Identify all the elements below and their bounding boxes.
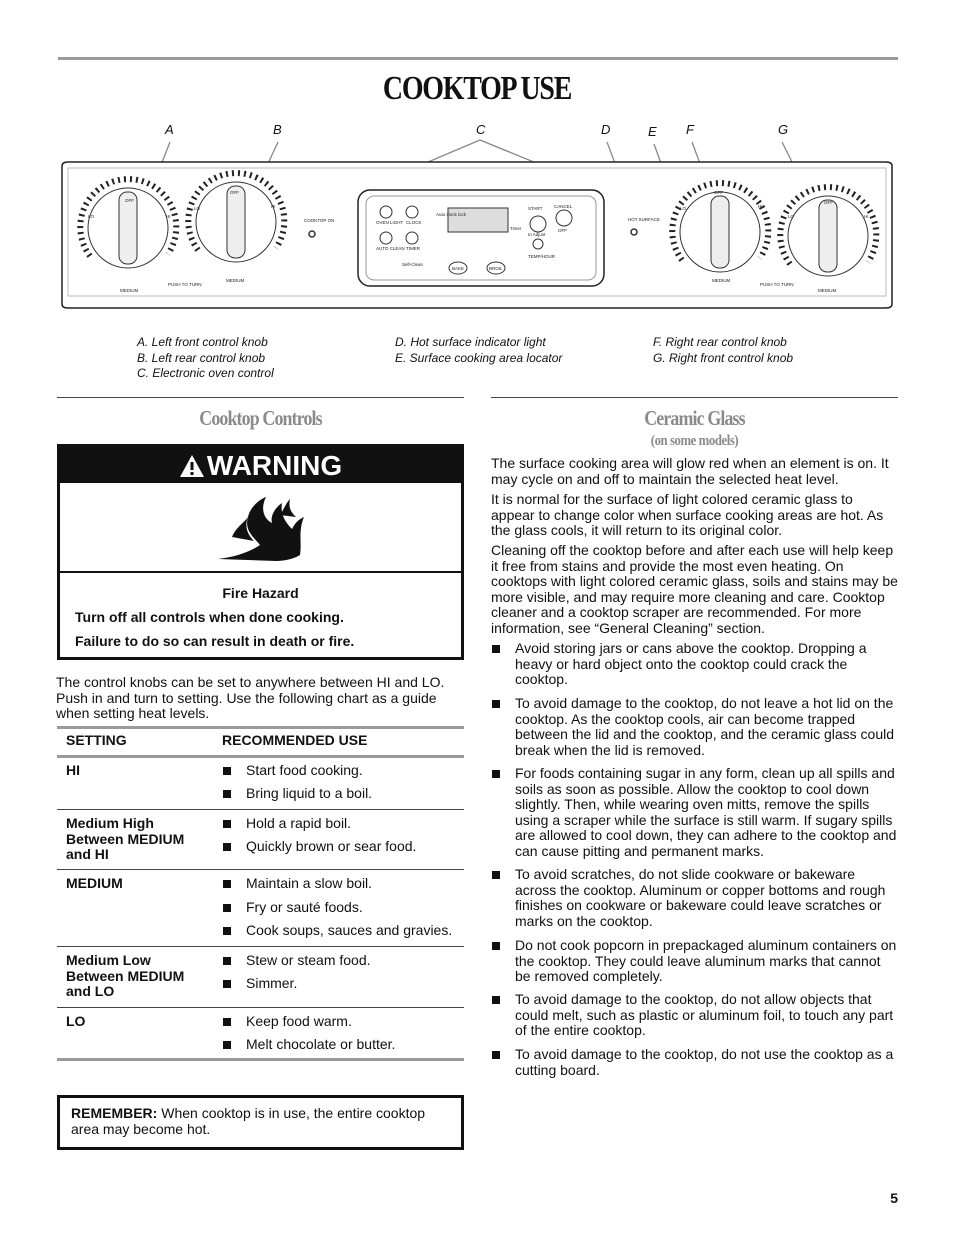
table-row-use: Hold a rapid boil. [222, 816, 351, 832]
intro-paragraph: The control knobs can be set to anywhere between HI and LO. Push in and turn to setting. Use the following chart as a guide when setting heat levels. [56, 674, 445, 722]
warning-triangle-icon [179, 454, 205, 478]
fire-icon [214, 493, 306, 563]
table-row-setting: HI [66, 762, 80, 778]
table-top-rule [57, 726, 464, 729]
table-row-setting: Medium High Between MEDIUM and HI [66, 815, 185, 862]
table-header-recommended-use: RECOMMENDED USE [222, 732, 368, 748]
remember-label: REMEMBER: [71, 1105, 158, 1121]
table-row-use: Simmer. [222, 976, 297, 992]
svg-text:COOKTOP ON: COOKTOP ON [304, 218, 335, 223]
legend-item: A. Left front control knob [137, 335, 268, 349]
table-row-setting: Medium Low Between MEDIUM and LO [66, 952, 185, 999]
callout-letter-b: B [273, 122, 282, 137]
svg-text:PUSH TO TURN: PUSH TO TURN [760, 282, 794, 287]
svg-text:TIMER: TIMER [406, 246, 420, 251]
paragraph: Cleaning off the cooktop before and after each use will help keep it free from stains and provide the most even heating. On cooktops with light colored ceramic glass, soils and stains may be more visible, and may require more cleaning and care. Cooktop cleaner and a cooktop scraper are recommended. For more information, see “General Cleaning” section. [491, 542, 898, 636]
table-row-rule [57, 1007, 464, 1008]
bullet-item: To avoid damage to the cooktop, do not leave a hot lid on the cooktop. As the cooktop cools, air can become trapped between the lid and the cooktop, and the ceramic glass could break when the lid is removed. [491, 696, 898, 758]
bullet-item: Avoid storing jars or cans above the cooktop. Dropping a heavy or hard object onto the cooktop could crack the cooktop. [491, 641, 898, 688]
warning-hazard-title: Fire Hazard [222, 585, 299, 601]
remember-box [57, 1095, 464, 1150]
callout-letter-a: A [165, 122, 174, 137]
page-title: COOKTOP USE [382, 70, 572, 107]
section-heading-cooktop-controls: Cooktop Controls [199, 406, 322, 430]
callout-letter-d: D [601, 122, 611, 137]
page-number: 5 [890, 1190, 898, 1206]
legend-item: G. Right front control knob [653, 350, 794, 365]
table-row-rule [57, 809, 464, 810]
warning-banner [60, 447, 461, 483]
bullet-item: For foods containing sugar in any form, clean up all spills and soils as soon as possible. Allow the cooktop to cool down slightly. Then, while wearing oven mitts, remove the spills using a scraper while the surface is still warm. If sugary spills are allowed to cool down, they can adhere to the cooktop and can cause pitting and permanent marks. [491, 766, 898, 860]
bullet-item: To avoid damage to the cooktop, do not allow objects that could melt, such as plastic or aluminum foil, to touch any part of the entire cooktop. [491, 992, 898, 1039]
section-rule-right [491, 397, 898, 398]
table-row-setting: MEDIUM [66, 875, 123, 891]
table-row-use: Quickly brown or sear food. [222, 839, 416, 855]
table-row-use: Keep food warm. [222, 1014, 352, 1030]
bullet-item: To avoid scratches, do not slide cookware or bakeware across the cooktop. Aluminum or copper bottoms and rough finishes on cookware or bakeware could leave scratches or marks on the cooktop. [491, 867, 898, 929]
callout-letter-e: E [648, 124, 657, 139]
section-subheading: (on some models) [650, 433, 739, 449]
control-panel-diagram [56, 136, 898, 316]
table-row-use: Fry or sauté foods. [222, 900, 363, 916]
svg-text:Timer: Timer [510, 226, 522, 231]
svg-text:HI: HI [271, 204, 276, 209]
svg-text:OFF: OFF [824, 200, 833, 205]
svg-text:BAKE: BAKE [452, 266, 465, 271]
legend-item: D. Hot surface indicator light [395, 335, 546, 349]
legend-item: E. Surface cooking area locator [395, 350, 563, 365]
legend-item: B. Left rear control knob [137, 350, 266, 365]
paragraph: It is normal for the surface of light colored ceramic glass to appear to change color when surface cooking areas are hot. As the glass cools, it will return to its original color. [491, 491, 884, 539]
table-row-rule [57, 946, 464, 947]
svg-text:HI: HI [864, 214, 869, 219]
svg-text:OFF: OFF [125, 198, 134, 203]
svg-text:OVEN LIGHT: OVEN LIGHT [376, 220, 404, 225]
svg-text:MEDIUM: MEDIUM [818, 288, 837, 293]
svg-text:HOT SURFACE: HOT SURFACE [628, 217, 660, 222]
svg-text:HI: HI [758, 204, 763, 209]
callout-letter-f: F [686, 122, 694, 137]
svg-text:MEDIUM: MEDIUM [226, 278, 245, 283]
remember-text [71, 1106, 451, 1137]
table-header-setting: SETTING [66, 732, 127, 748]
table-row-use: Bring liquid to a boil. [222, 786, 372, 802]
legend-item: C. Electronic oven control [137, 366, 274, 380]
section-rule-left [57, 397, 464, 398]
svg-text:Auto clock lock: Auto clock lock [436, 212, 467, 217]
warning-line-1: Turn off all controls when done cooking. [75, 609, 344, 625]
bullet-item: To avoid damage to the cooktop, do not use the cooktop as a cutting board. [491, 1047, 898, 1078]
callout-letter-c: C [476, 122, 486, 137]
svg-text:OFF: OFF [230, 190, 239, 195]
svg-text:Self-Clean: Self-Clean [402, 262, 424, 267]
paragraph: The surface cooking area will glow red when an element is on. It may cycle on and off to maintain the selected heat level. [491, 455, 889, 487]
svg-text:START: START [528, 206, 543, 211]
table-row-setting: LO [66, 1013, 86, 1029]
legend-col-3 [653, 335, 793, 366]
svg-text:LO: LO [88, 214, 95, 219]
warning-line-2: Failure to do so can result in death or fire. [75, 633, 355, 649]
svg-text:LO: LO [680, 206, 687, 211]
svg-text:AUTO CLEAN: AUTO CLEAN [376, 246, 405, 251]
callout-letter-g: G [778, 122, 789, 137]
warning-label: WARNING [206, 450, 343, 481]
top-rule [58, 57, 898, 60]
table-row-use: Stew or steam food. [222, 953, 371, 969]
table-row-use: Start food cooking. [222, 763, 363, 779]
svg-text:CANCEL: CANCEL [554, 204, 573, 209]
legend-col-2 [395, 335, 562, 366]
svg-text:to Adjust: to Adjust [528, 232, 546, 237]
svg-text:LO: LO [788, 214, 795, 219]
table-row-use: Cook soups, sauces and gravies. [222, 923, 452, 939]
svg-text:PUSH TO TURN: PUSH TO TURN [168, 282, 202, 287]
bullet-item: Do not cook popcorn in prepackaged aluminum containers on the cooktop. They could leave aluminum marks that cannot be removed completely. [491, 938, 898, 985]
table-row-rule [57, 869, 464, 870]
svg-text:BROIL: BROIL [489, 266, 503, 271]
svg-text:HI: HI [166, 214, 171, 219]
warning-box [57, 444, 464, 660]
legend-col-1 [137, 335, 274, 382]
section-heading-ceramic-glass: Ceramic Glass [644, 406, 745, 430]
svg-text:LO: LO [194, 206, 201, 211]
svg-text:MEDIUM: MEDIUM [712, 278, 731, 283]
remember-body: When cooktop is in use, the entire cooktop area may become hot. [71, 1105, 426, 1137]
table-bottom-rule [57, 1058, 464, 1061]
fire-hazard-area [60, 483, 461, 573]
svg-text:OFF: OFF [558, 228, 567, 233]
svg-text:CLOCK: CLOCK [406, 220, 422, 225]
table-row-use: Maintain a slow boil. [222, 876, 372, 892]
svg-text:MEDIUM: MEDIUM [120, 288, 139, 293]
legend-item: F. Right rear control knob [653, 335, 787, 349]
table-header-rule [57, 755, 464, 758]
svg-text:OFF: OFF [714, 190, 723, 195]
svg-text:TEMP/HOUR: TEMP/HOUR [528, 254, 555, 259]
table-row-use: Melt chocolate or butter. [222, 1037, 395, 1053]
